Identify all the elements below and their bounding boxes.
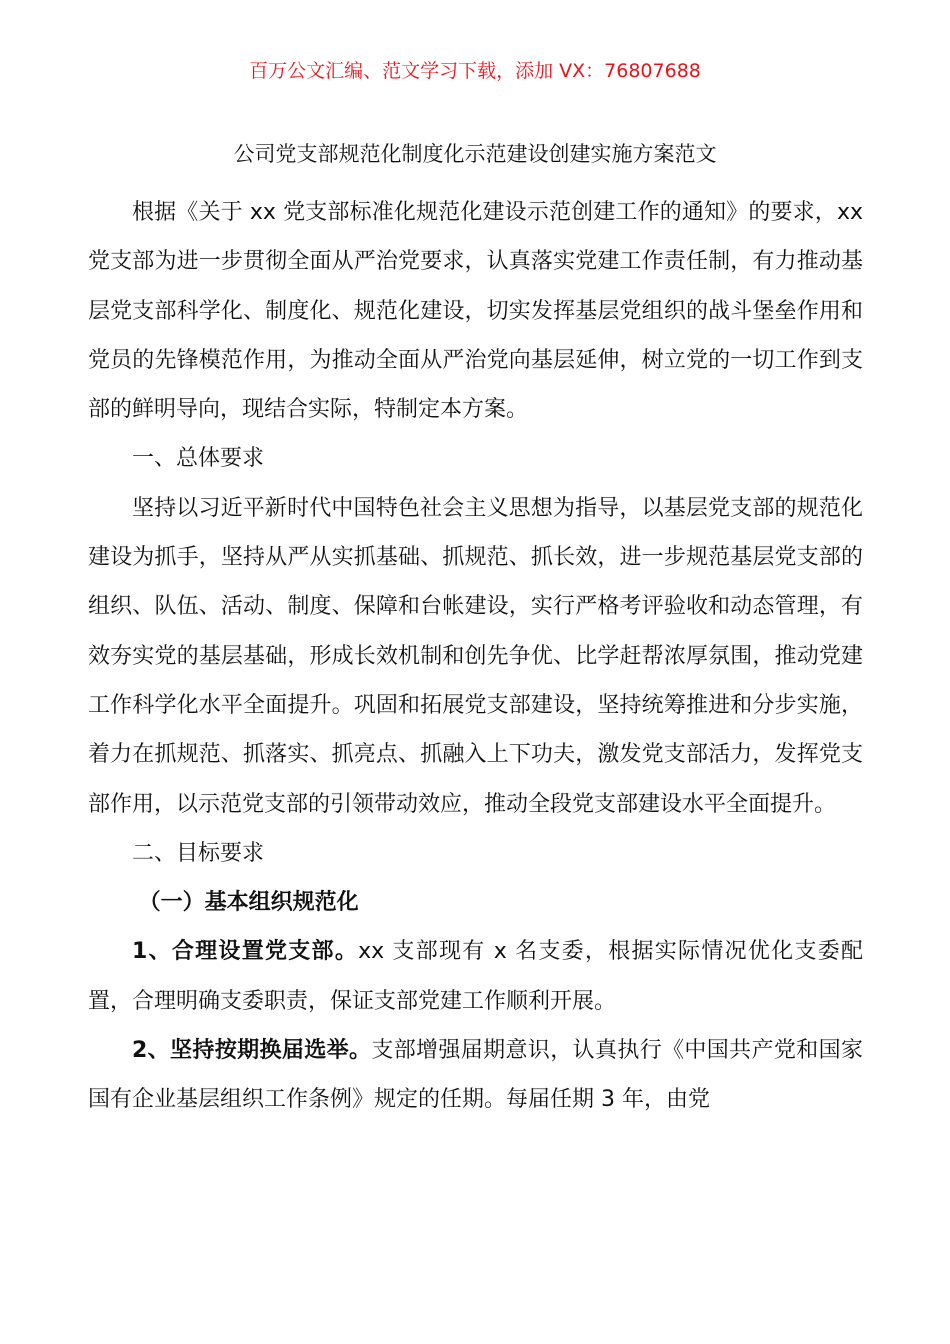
list-item-1-text: xx 支部现有 x 名支委，根据实际情况优化支委配置，合理明确支委职责，保证支部党建工作顺利开展。: [88, 939, 864, 1014]
list-item-1: [88, 927, 863, 1026]
list-item-1-lead: 1、合理设置党支部。: [132, 939, 359, 965]
intro-paragraph: 根据《关于 xx 党支部标准化规范化建设示范创建工作的通知》的要求，xx 党支部为进一步贯彻全面从严治党要求，认真落实党建工作责任制，有力推动基层党支部科学化、制度化、规范化建设，切实发挥基层党组织的战斗堡垒作用和党员的先锋模范作用，为推动全面从严治党向基层延伸，树立党的一切工作到支部的鲜明导向，现结合实际，特制定本方案。: [88, 200, 863, 423]
list-item-2: [88, 1026, 863, 1125]
document-title: 公司党支部规范化制度化示范建设创建实施方案范文: [233, 142, 717, 166]
document-body: [88, 188, 863, 1125]
section-heading-overall-requirements: 一、总体要求: [132, 446, 265, 472]
subsection-heading-basic-organization: （一）基本组织规范化: [138, 890, 359, 916]
list-item-2-lead: 2、坚持按期换届选举。: [132, 1038, 372, 1064]
list-item-2-text: 支部增强届期意识，认真执行《中国共产党和国家国有企业基层组织工作条例》规定的任期。每届任期 3 年，由党: [88, 1038, 863, 1113]
header-watermark-note: 百万公文汇编、范文学习下载，添加 VX：76807688: [249, 60, 701, 82]
section-paragraph-overall-requirements: 坚持以习近平新时代中国特色社会主义思想为指导，以基层党支部的规范化建设为抓手，坚持从严从实抓基础、抓规范、抓长效，进一步规范基层党支部的组织、队伍、活动、制度、保障和台帐建设，实行严格考评验收和动态管理，有效夯实党的基层基础，形成长效机制和创先争优、比学赶帮浓厚氛围，推动党建工作科学化水平全面提升。巩固和拓展党支部建设，坚持统筹推进和分步实施，着力在抓规范、抓落实、抓亮点、抓融入上下功夫，激发党支部活力，发挥党支部作用，以示范党支部的引领带动效应，推动全段党支部建设水平全面提升。: [88, 495, 863, 817]
section-heading-target-requirements: 二、目标要求: [132, 840, 265, 866]
